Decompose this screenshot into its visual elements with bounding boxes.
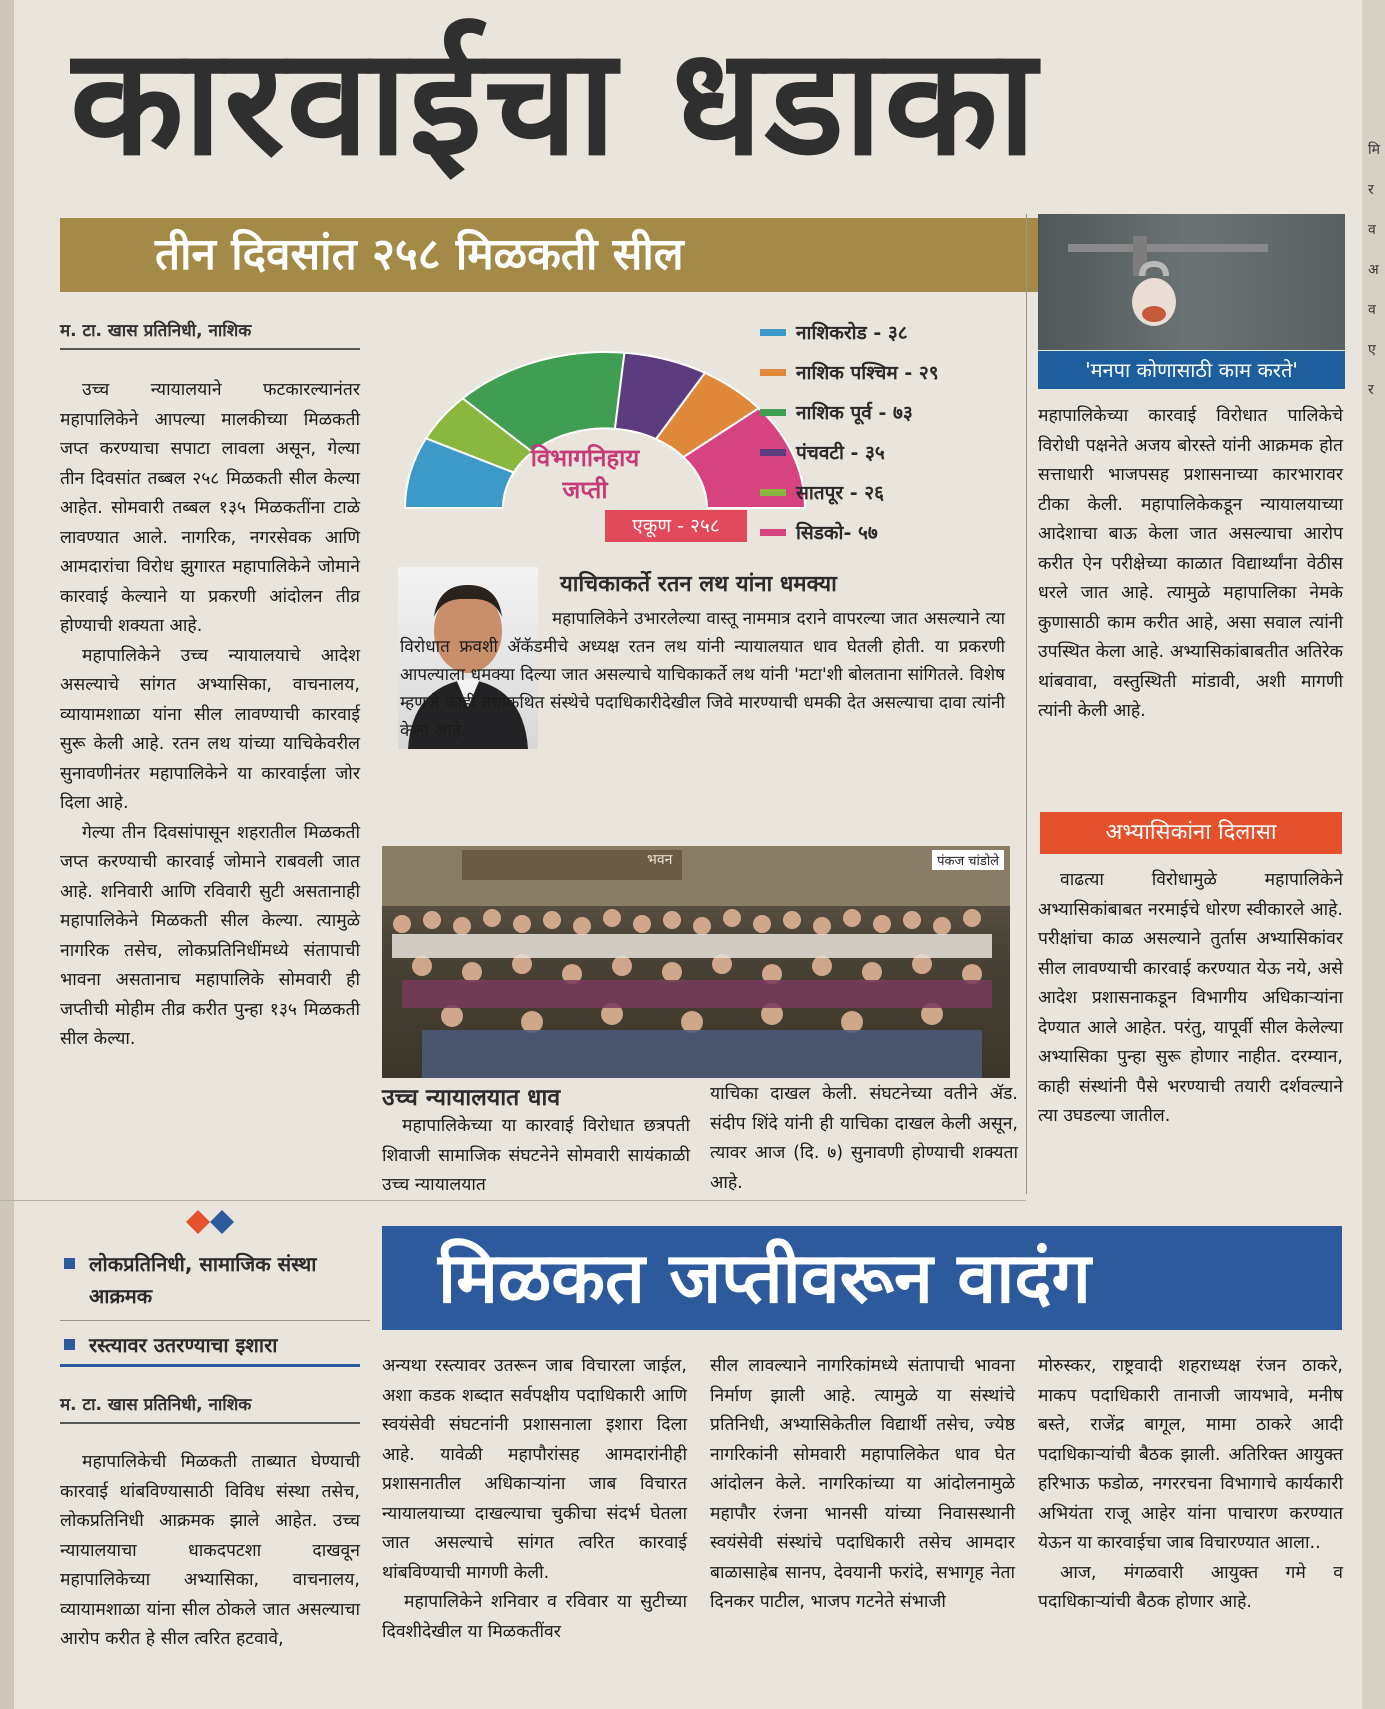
- threat-box-text: महापालिकेने उभारलेल्या वास्तू नाममात्र दराने वापरल्या जात असल्याने त्या विरोधात फ्रवशी ॲकॅडमीचे अध्यक्ष रतन लथ यांनी न्यायालयात धाव घेतली होती. या प्रकरणी आपल्याला धमक्या दिल्या जात असल्याचे याचिकाकर्ते लथ यांनी 'मटा'शी बोलताना सांगितले. विशेष म्हणजे काही तथाकथित संस्थेचे पदाधिकारीदेखील जिवे मारण्याची धमकी देत असल्याचा दावा त्यांनी केला आहे.: [400, 609, 1005, 741]
- bottom-column-3: सील लावल्याने नागरिकांमध्ये संतापाची भावना निर्माण झाली आहे. त्यामुळे या संस्थांचे प्रतिनिधी, अभ्यासिकेतील विद्यार्थी तसेच, ज्येष्ठ नागरिकांनी सोमवारी महापालिकेत धाव घेत आंदोलन केले. नागरिकांच्या या आंदोलनामुळे महापौर रंजना भानसी यांच्या निवासस्थानी स्वयंसेवी संस्थांचे पदाधिकारी तसेच आमदार बाळासाहेब सानप, देवयानी फरांदे, सभागृह नेता दिनकर पाटील, भाजप गटनेते संभाजी: [710, 1356, 1015, 1612]
- masthead-headline: कारवाईचा धडाका: [70, 16, 1039, 188]
- chart-legend: [760, 312, 1060, 552]
- bottom-col2-para: अन्यथा रस्त्यावर उतरून जाब विचारला जाईल, अशा कडक शब्दात सर्वपक्षीय पदाधिकारी आणि स्वयंसेवी संघटनांनी प्रशासनाला इशारा दिला आहे. यावेळी महापौरांसह आमदारांनीही प्रशासनातील अधिकाऱ्यांना जाब विचारत न्यायालयाच्या दाखल्याचा चुकीचा संदर्भ घेतला जात असल्याचे सांगत त्वरित कारवाई थांबविण्याची मागणी केली.: [382, 1356, 688, 1583]
- highlights-list: [60, 1248, 370, 1361]
- article-paragraph: गेल्या तीन दिवसांपासून शहरातील मिळकती जप्त करण्याची कारवाई जोमाने राबवली जात आहे. शनिवारी आणि रविवारी सुटी असतानाही महापालिकेने मिळकती सील केल्या. त्यामुळे नागरिक तसेच, लोकप्रतिनिधींमध्ये संतापाची भावना असतानाच महापालिके सोमवारी ही जप्तीची मोहीम तीव्र करीत पुन्हा १३५ मिळकती सील केल्या.: [60, 822, 360, 1049]
- legend-swatch: [760, 329, 786, 336]
- bullet-square-icon: [64, 1258, 75, 1269]
- legend-label: सातपूर - २६: [796, 482, 885, 504]
- legend-item: [760, 512, 1060, 552]
- byline-top: म. टा. खास प्रतिनिधी, नाशिक: [60, 321, 252, 341]
- legend-item: [760, 392, 1060, 432]
- bottom-col4-para: मोरुस्कर, राष्ट्रवादी शहराध्यक्ष रंजन ठाकरे, माकप पदाधिकारी तानाजी जायभावे, मनीष बस्ते, राजेंद्र बागूल, मामा ठाकरे आदी पदाधिकाऱ्यांची बैठक झाली. अतिरिक्त आयुक्त हरिभाऊ फडोळ, नगररचना विभागाचे कार्यकारी अभियंता राजू आहेर यांना पाचारण करण्यात येऊन या कारवाईचा जाब विचारण्यात आला..: [1038, 1356, 1343, 1553]
- study-room-relief-label: अभ्यासिकांना दिलासा: [1040, 812, 1342, 854]
- legend-label: पंचवटी - ३५: [796, 442, 885, 464]
- protest-crowd-photo: [382, 846, 1010, 1078]
- sub-headline-banner: तीन दिवसांत २५८ मिळकती सील: [60, 218, 1040, 292]
- legend-label: सिडको- ५७: [796, 522, 878, 544]
- bullet-square-icon: [64, 1339, 75, 1350]
- legend-label: नाशिक पूर्व - ७३: [796, 402, 913, 424]
- bottom-col2-para: महापालिकेने शनिवार व रविवार या सुटीच्या दिवशीदेखील या मिळकतींवर: [382, 1592, 687, 1642]
- crowd-scene-icon: [382, 846, 1010, 1078]
- bottom-column-4: [1038, 1352, 1343, 1618]
- bottom-column-2: [382, 1352, 687, 1647]
- highlight-text: लोकप्रतिनिधी, सामाजिक संस्था आक्रमक: [89, 1252, 317, 1308]
- article-paragraph: उच्च न्यायालयाने फटकारल्यानंतर महापालिकेने आपल्या मालकीच्या मिळकती जप्त करण्याचा सपाटा लावला असून, गेल्या तीन दिवसांत तब्बल २५८ मिळकती सील केल्या आहेत. सोमवारी तब्बल १३५ मिळकतींना टाळे लावण्यात आले. नागरिक, नगरसेवक आणि आमदारांचा विरोध झुगारत महापालिकेने जोमाने कारवाई केल्याने या प्रकरणी आंदोलन तीव्र होण्याची शक्यता आहे.: [60, 380, 360, 636]
- court-section-right-text: याचिका दाखल केली. संघटनेच्या वतीने ॲड. संदीप शिंदे यांनी ही याचिका दाखल केली असून, त्यावर आज (दि. ७) सुनावणी होण्याची शक्यता आहे.: [710, 1084, 1018, 1193]
- byline-rule: [60, 1422, 360, 1424]
- legend-label: नाशिक पश्चिम - २९: [796, 362, 939, 384]
- opposition-leader-paragraph: महापालिकेच्या कारवाई विरोधात पालिकेचे विरोधी पक्षनेते अजय बोरस्ते यांनी आक्रमक होत सत्ताधारी भाजपसह प्रशासनाच्या कारभारावर टीका केली. महापालिकेकडून न्यायालयाच्या आदेशाचा बाऊ केला जात असल्याचा आरोप करीत ऐन परीक्षेच्या काळात विद्यार्थ्यांना वेठीस धरले जात आहे. त्यामुळे महापालिका नेमके कुणासाठी काम करीत आहे, असा सवाल त्यांनी उपस्थित केला आहे. अभ्यासिकांबाबतीत अतिरेक थांबवावा, वस्तुस्थिती मांडावी, अशी मागणी त्यांनी केली आहे.: [1038, 406, 1343, 721]
- legend-swatch: [760, 409, 786, 416]
- adjacent-page-edge: [1362, 0, 1385, 1709]
- chart-total-badge: एकूण - २५८: [605, 510, 747, 542]
- threat-box-title: याचिकाकर्ते रतन लथ यांना धमक्या: [560, 572, 837, 597]
- legend-swatch: [760, 529, 786, 536]
- diamond-ornament-icon: [186, 1210, 246, 1234]
- court-section-heading: उच्च न्यायालयात धाव: [382, 1085, 561, 1111]
- bullet-rule: [60, 1364, 360, 1367]
- byline-rule: [60, 348, 360, 350]
- photo-caption: 'मनपा कोणासाठी काम करते': [1038, 351, 1345, 389]
- legend-item: [760, 472, 1060, 512]
- chart-title: विभागनिहाय जप्ती: [530, 444, 640, 504]
- legend-item: [760, 352, 1060, 392]
- padlock-photo: [1038, 214, 1345, 350]
- section-divider: [0, 1200, 1026, 1201]
- bottom-headline-banner: मिळकत जप्तीवरून वादंग: [382, 1226, 1342, 1330]
- highlight-item: [60, 1329, 370, 1361]
- study-room-relief-paragraph: वाढत्या विरोधामुळे महापालिकेने अभ्यासिकांबाबत नरमाईचे धोरण स्वीकारले आहे. परीक्षांचा काळ असल्याने तुर्तास अभ्यासिकांवर सील लावण्याची कारवाई करण्यात येऊ नये, असे आदेश प्रशासनाकडून विभागीय अधिकाऱ्यांना देण्यात आले आहेत. परंतु, यापूर्वी सील केलेल्या अभ्यासिका पुन्हा सुरू होणार नाहीत. दरम्यान, काही संस्थांनी पैसे भरण्याची तयारी दर्शवल्याने त्या उघडल्या जातील.: [1038, 870, 1343, 1126]
- highlight-item: [60, 1248, 370, 1312]
- legend-item: [760, 312, 1060, 352]
- highlight-text: रस्त्यावर उतरण्याचा इशारा: [89, 1333, 278, 1357]
- photo-credit: पंकज चांडोले: [932, 850, 1004, 870]
- legend-swatch: [760, 449, 786, 456]
- article-paragraph: महापालिकेने उच्च न्यायालयाचे आदेश असल्याचे सांगत अभ्यासिका, वाचनालय, व्यायामशाळा यांना सील लावण्याची कारवाई सुरू केली आहे. रतन लथ यांच्या याचिकेवरील सुनावणीनंतर महापालिकेने या कारवाईला जोर दिला आहे.: [60, 645, 360, 813]
- court-section-left-text: महापालिकेच्या या कारवाई विरोधात छत्रपती शिवाजी सामाजिक संघटनेने सोमवारी सायंकाळी उच्च न्यायालयात: [382, 1116, 690, 1195]
- photo-sign-text: भवन: [647, 852, 673, 868]
- legend-label: नाशिकरोड - ३८: [796, 322, 908, 344]
- legend-swatch: [760, 489, 786, 496]
- adjacent-page-text: मि र व अ व ए र: [1368, 142, 1380, 398]
- byline-bottom: म. टा. खास प्रतिनिधी, नाशिक: [60, 1395, 252, 1415]
- bullet-divider: [60, 1320, 370, 1321]
- padlock-icon: [1038, 214, 1345, 350]
- bottom-column-1: महापालिकेची मिळकती ताब्यात घेण्याची कारवाई थांबविण्यासाठी विविध संस्था तसेच, लोकप्रतिनिधी आक्रमक झाले आहेत. उच्च न्यायालयाचा धाकदपटशा दाखवून महापालिकेच्या अभ्यासिका, वाचनालय, व्यायामशाळा यांना सील ठोकले जात असल्याचा आरोप करीत हे सील त्वरित हटवावे,: [60, 1452, 360, 1649]
- legend-swatch: [760, 369, 786, 376]
- main-article-column: [60, 376, 360, 1055]
- column-divider: [1026, 214, 1027, 1194]
- page-left-edge: [0, 0, 14, 1709]
- legend-item: [760, 432, 1060, 472]
- bottom-col4-para: आज, मंगळवारी आयुक्त गमे व पदाधिकाऱ्यांची बैठक होणार आहे.: [1038, 1562, 1343, 1612]
